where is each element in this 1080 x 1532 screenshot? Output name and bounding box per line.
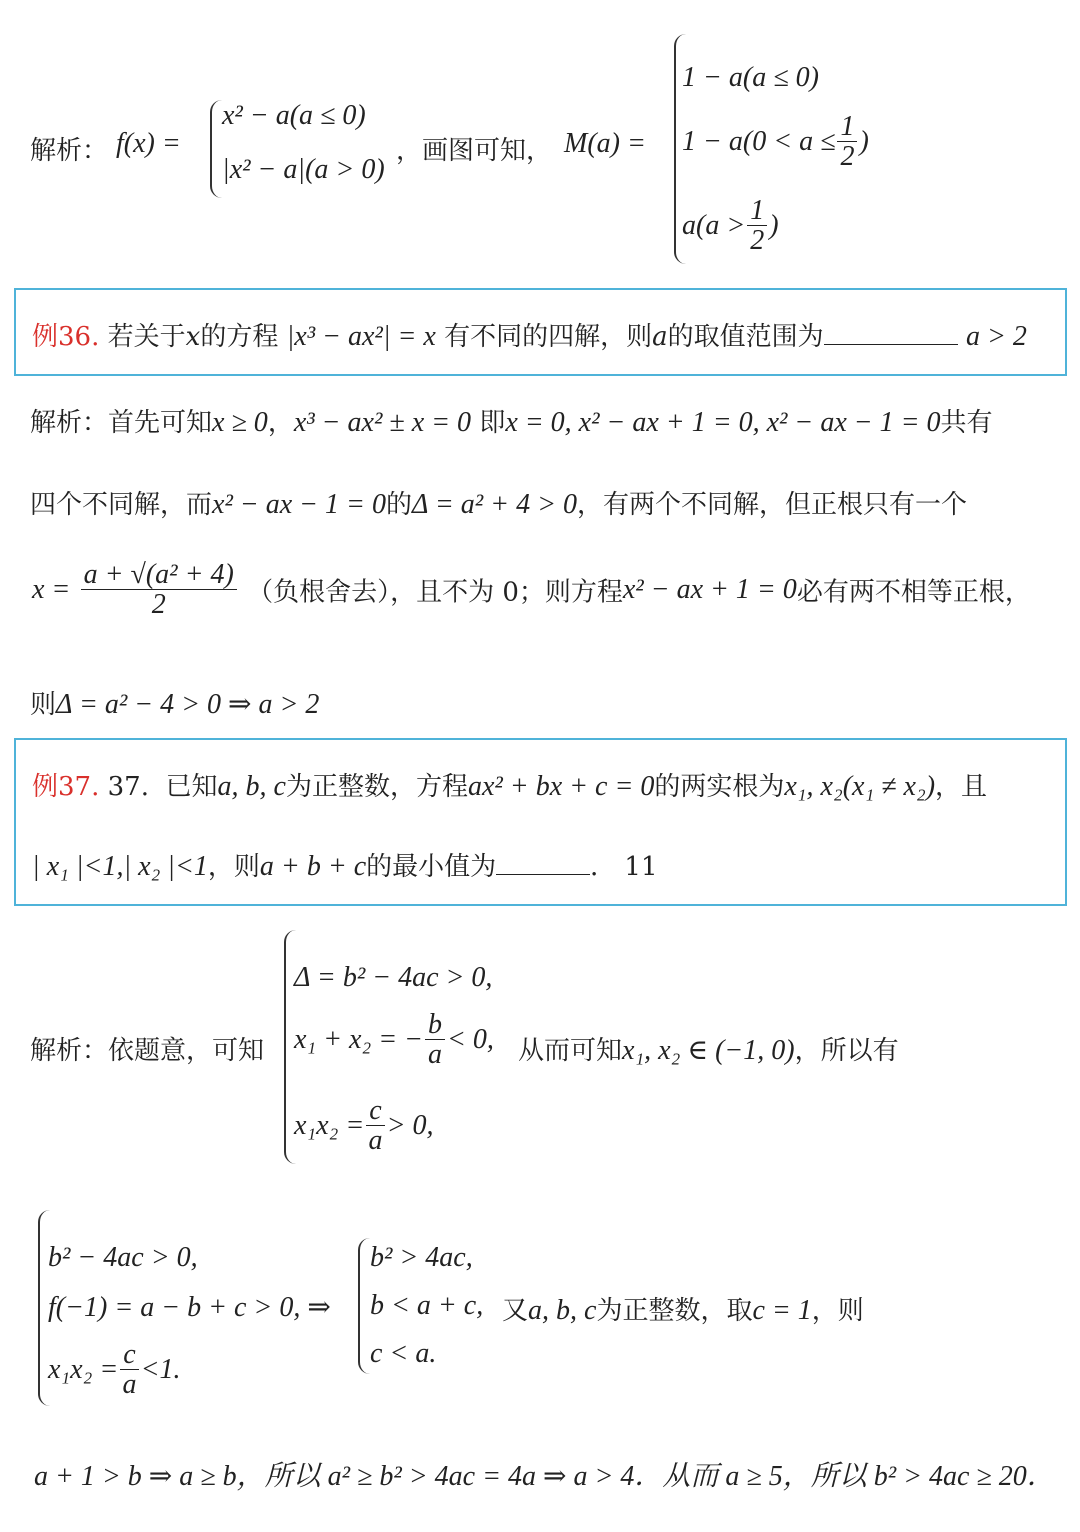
sol36-line-2: 四个不同解，而x² − ax − 1 = 0的Δ = a² + 4 > 0，有两个不同解，但正根只有一个: [30, 489, 967, 520]
example-37-line-2: | x₁ |<1,| x₂ |<1，则a + b + c的最小值为 ． 11: [32, 851, 658, 882]
sol36-line-1: 解析：首先可知x ≥ 0，x³ − ax² ± x = 0 即x = 0, x² − ax + 1 = 0, x² − ax − 1 = 0共有: [30, 407, 993, 438]
sys2-row-1: b² − 4ac > 0,: [48, 1242, 198, 1273]
brace-fx: [210, 100, 222, 198]
Ma-label: M(a) =: [564, 128, 646, 159]
sol37-after: 从而可知x₁, x₂ ∈ (−1, 0)，所以有: [518, 1035, 899, 1066]
example-36-label: 例36.: [32, 322, 100, 352]
fx-case-1: x² − a(a ≤ 0): [222, 100, 366, 131]
sol37-intro: 解析：依题意，可知: [30, 1036, 265, 1066]
root-fraction: $\frac{\text{a + √(a² + 4)}}{2}$: [81, 560, 237, 620]
analysis-label-1: 解析：: [30, 136, 109, 166]
example-36-answer: a > 2: [965, 321, 1027, 352]
sys1-row-2: x₁ + x₂ = − $\frac{b}{a}$ < 0,: [294, 1009, 494, 1071]
Ma-case-1: 1 − a(a ≤ 0): [682, 62, 819, 93]
sol37-mid: 又a, b, c为正整数，取c = 1，则: [502, 1295, 864, 1326]
example-36-text: 例36. 若关于x的方程 |x³ − ax²| = x 有不同的四解，则a的取值范围为 a > 2: [32, 321, 1027, 352]
fx-label: f(x) =: [116, 128, 181, 159]
sys1-row-1: Δ = b² − 4ac > 0,: [294, 962, 493, 993]
example-37-label: 例37.: [32, 772, 100, 802]
block1-mid-text: ，画图可知，: [396, 136, 553, 166]
sys3-row-2: b < a + c,: [370, 1290, 484, 1321]
sys3-row-1: b² > 4ac,: [370, 1242, 473, 1273]
sol37-final: a + 1 > b ⇒ a ≥ b，所以 a² ≥ b² > 4ac = 4a ⇒ a > 4．从而 a ≥ 5，所以 b² > 4ac ≥ 20．: [34, 1461, 1055, 1492]
sys2-row-2: f(−1) = a − b + c > 0, ⇒: [48, 1292, 331, 1323]
brace-sys3: [358, 1238, 370, 1374]
sys2-row-3: x₁x₂ = $\frac{c}{a}$ <1.: [48, 1339, 181, 1401]
example-37-line-1: 例37. 37. 已知a, b, c为正整数，方程ax² + bx + c = 0的两实根为x₁, x₂(x₁ ≠ x₂)，且: [32, 771, 988, 802]
sys1-row-3: x₁x₂ = $\frac{c}{a}$ > 0,: [294, 1095, 434, 1157]
sol36-line-4: 则Δ = a² − 4 > 0 ⇒ a > 2: [30, 689, 320, 720]
sys3-row-3: c < a.: [370, 1338, 437, 1369]
Ma-case-3: a(a > $\frac{1}{2}$ ): [682, 195, 779, 257]
Ma-case-2: 1 − a(0 < a ≤ $\frac{1}{2}$ ): [682, 111, 869, 173]
example-36-expr: |x³ − ax²| = x: [286, 321, 436, 352]
sol36-line-3: x = $\frac{\text{a + √(a² + 4)}}{2}$ （负根舍去），且不为 0；则方程x² − ax + 1 = 0必有两不相等正根，: [32, 559, 1031, 621]
example-37-answer: 11: [624, 852, 658, 882]
fx-case-2: |x² − a|(a > 0): [222, 154, 385, 185]
